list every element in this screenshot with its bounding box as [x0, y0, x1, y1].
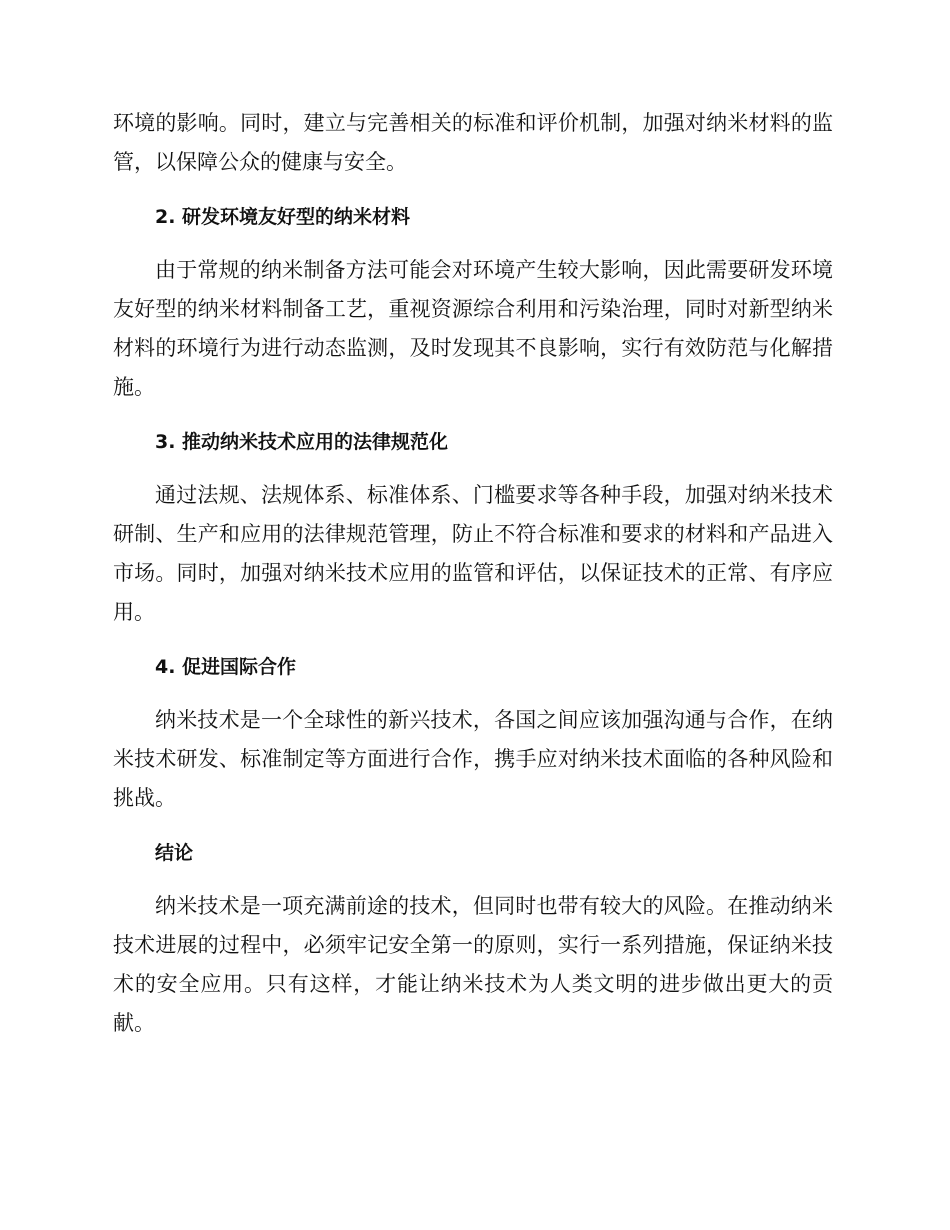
intro-paragraph: 环境的影响。同时，建立与完善相关的标准和评价机制，加强对纳米材料的监管，以保障公众的健康与安全。 [113, 111, 833, 174]
section-body-legal: 通过法规、法规体系、标准体系、门槛要求等各种手段，加强对纳米技术研制、生产和应用的法律规范管理，防止不符合标准和要求的材料和产品进入市场。同时，加强对纳米技术应用的监管和评估，以保证技术的正常、有序应用。 [113, 483, 833, 624]
section-body-conclusion: 纳米技术是一项充满前途的技术，但同时也带有较大的风险。在推动纳米技术进展的过程中，必须牢记安全第一的原则，实行一系列措施，保证纳米技术的安全应用。只有这样，才能让纳米技术为人类文明的进步做出更大的贡献。 [113, 894, 833, 1035]
section-body-international: 纳米技术是一个全球性的新兴技术，各国之间应该加强沟通与合作，在纳米技术研发、标准制定等方面进行合作，携手应对纳米技术面临的各种风险和挑战。 [113, 708, 833, 810]
section-heading-legal: 3. 推动纳米技术应用的法律规范化 [155, 431, 449, 453]
document-body [113, 104, 833, 1059]
section-body-eco-friendly: 由于常规的纳米制备方法可能会对环境产生较大影响，因此需要研发环境友好型的纳米材料制备工艺，重视资源综合利用和污染治理，同时对新型纳米材料的环境行为进行动态监测，及时发现其不良影响，实行有效防范与化解措施。 [113, 258, 833, 399]
section-heading-international: 4. 促进国际合作 [155, 656, 297, 678]
section-heading-conclusion: 结论 [155, 842, 194, 864]
section-heading-eco-friendly: 2. 研发环境友好型的纳米材料 [155, 206, 411, 228]
